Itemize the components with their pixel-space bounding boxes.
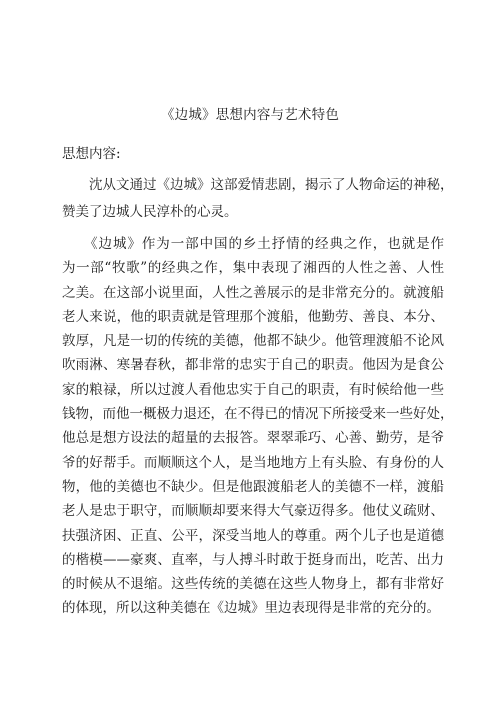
paragraph-line: 的楷模——豪爽、直率，与人搏斗时敢于挺身而出，吃苦、出力 <box>62 551 444 568</box>
paragraph-line: 家的粮禄，所以过渡人看他忠实于自己的职责，有时候给他一些 <box>62 381 444 398</box>
paragraph-line: 的体现，所以这种美德在《边城》里边表现得是非常的充分的。 <box>62 600 440 617</box>
paragraph-line: 沈从文通过《边城》这部爱情悲剧，揭示了人物命运的神秘， <box>62 177 454 193</box>
paragraph-line: 钱物，而他一概极力退还，在不得已的情况下所接受来一些好处， <box>62 406 454 423</box>
paragraph-line: 扶强济困、正直、公平，深受当地人的尊重。两个儿子也是道德 <box>62 527 444 544</box>
paragraph-line: 的时候从不退缩。这些传统的美德在这些人物身上，都有非常好 <box>62 576 444 593</box>
paragraph-line: 爷的好帮手。而顺顺这个人，是当地地方上有头脸、有身份的人 <box>62 454 444 471</box>
paragraph-line: 敦厚，凡是一切的传统的美德，他都不缺少。他管理渡船不论风 <box>62 333 444 350</box>
paragraph-line: 吹雨淋、寒暑春秋，都非常的忠实于自己的职责。他因为是食公 <box>62 357 444 374</box>
paragraph-line: 之美。在这部小说里面，人性之善展示的是非常充分的。就渡船 <box>62 284 444 301</box>
paragraph-intro <box>62 172 454 226</box>
paragraph-line: 老人是忠于职守，而顺顺却要来得大气豪迈得多。他仗义疏财、 <box>62 503 444 520</box>
paragraph-body <box>62 232 454 621</box>
paragraph-line: 赞美了边城人民淳朴的心灵。 <box>62 204 238 220</box>
section-heading: 思想内容: <box>62 146 121 162</box>
paragraph-line: 物，他的美德也不缺少。但是他跟渡船老人的美德不一样，渡船 <box>62 478 444 495</box>
paragraph-line: 老人来说，他的职责就是管理那个渡船，他勤劳、善良、本分、 <box>62 308 444 325</box>
paragraph-line: 他总是想方设法的超量的去报答。翠翠乖巧、心善、勤劳，是爷 <box>62 430 444 447</box>
document-title: 《边城》思想内容与艺术特色 <box>160 107 340 123</box>
paragraph-line: 《边城》作为一部中国的乡土抒情的经典之作，也就是作 <box>62 236 444 252</box>
paragraph-line: 为一部“牧歌”的经典之作，集中表现了湘西的人性之善、人性 <box>62 260 444 277</box>
